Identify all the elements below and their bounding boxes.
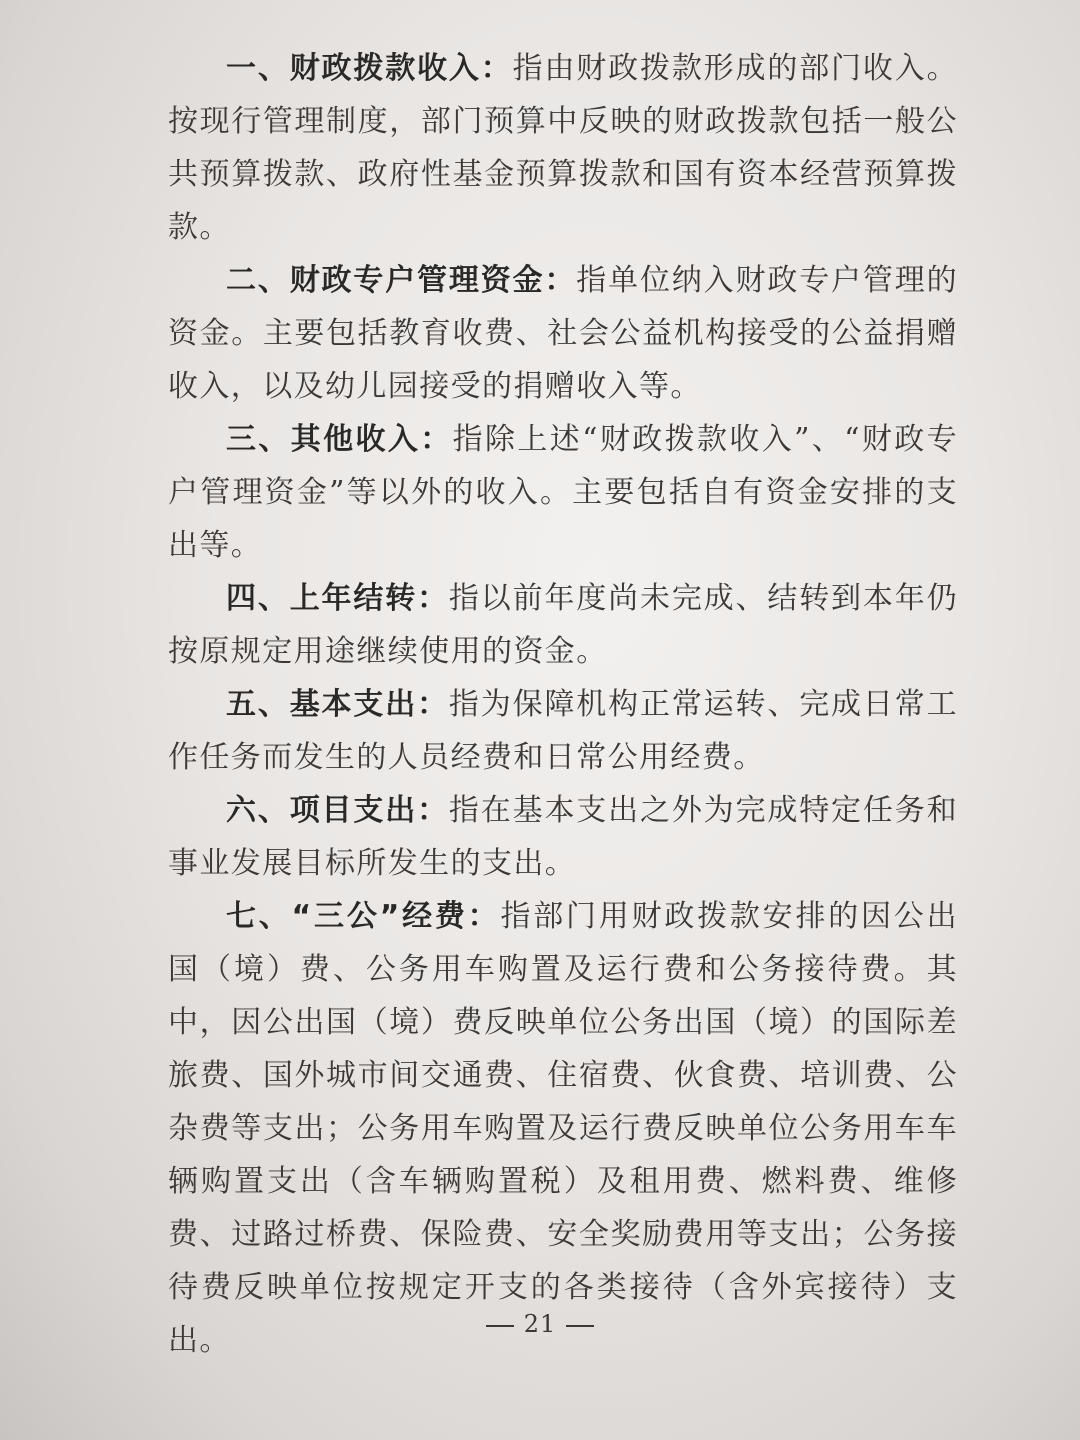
term-definition: 指部门用财政拨款安排的因公出国（境）费、公务用车购置及运行费和公务接待费。其中，因公出国（境）费反映单位公务出国（境）的国际差旅费、国外城市间交通费、住宿费、伙食费、培训费、公杂费等支出；公务用车购置及运行费反映单位公务用车车辆购置支出（含车辆购置税）及租用费、燃料费、维修费、过路过桥费、保险费、安全奖励费用等支出；公务接待费反映单位按规定开支的各类接待（含外宾接待）支出。 [168, 899, 958, 1358]
term-heading: 四、上年结转： [226, 581, 449, 616]
page-number: 21 [523, 1310, 557, 1338]
paragraph-fiscal-appropriation-income [168, 42, 958, 254]
term-definition: 指由财政拨款形成的部门收入。按现行管理制度，部门预算中反映的财政拨款包括一般公共预算拨款、政府性基金预算拨款和国有资本经营预算拨款。 [168, 51, 958, 245]
paragraph-basic-expenditure [168, 678, 958, 784]
term-definition: 指单位纳入财政专户管理的资金。主要包括教育收费、社会公益机构接受的公益捐赠收入，以及幼儿园接受的捐赠收入等。 [168, 263, 958, 404]
footer-dash-left [486, 1325, 514, 1327]
term-heading: 七、“三公”经费： [226, 899, 501, 934]
document-body [168, 42, 958, 1367]
paragraph-three-public-expenses [168, 890, 958, 1367]
term-definition: 指除上述“财政拨款收入”、“财政专户管理资金”等以外的收入。主要包括自有资金安排的支出等。 [168, 422, 959, 563]
term-heading: 二、财政专户管理资金： [226, 263, 577, 298]
term-definition: 指为保障机构正常运转、完成日常工作任务而发生的人员经费和日常公用经费。 [168, 687, 958, 775]
paragraph-prior-year-carryover [168, 572, 958, 678]
term-definition: 指在基本支出之外为完成特定任务和事业发展目标所发生的支出。 [168, 793, 958, 881]
term-heading: 五、基本支出： [226, 687, 449, 722]
term-heading: 三、其他收入： [226, 422, 453, 457]
term-definition: 指以前年度尚未完成、结转到本年仍按原规定用途继续使用的资金。 [168, 581, 958, 669]
footer-dash-right [566, 1325, 594, 1327]
term-heading: 六、项目支出： [226, 793, 449, 828]
paragraph-fiscal-special-account-funds [168, 254, 958, 413]
page-footer [0, 1310, 1080, 1338]
term-heading: 一、财政拨款收入： [226, 51, 513, 86]
paragraph-other-income [168, 413, 958, 572]
paragraph-project-expenditure [168, 784, 958, 890]
